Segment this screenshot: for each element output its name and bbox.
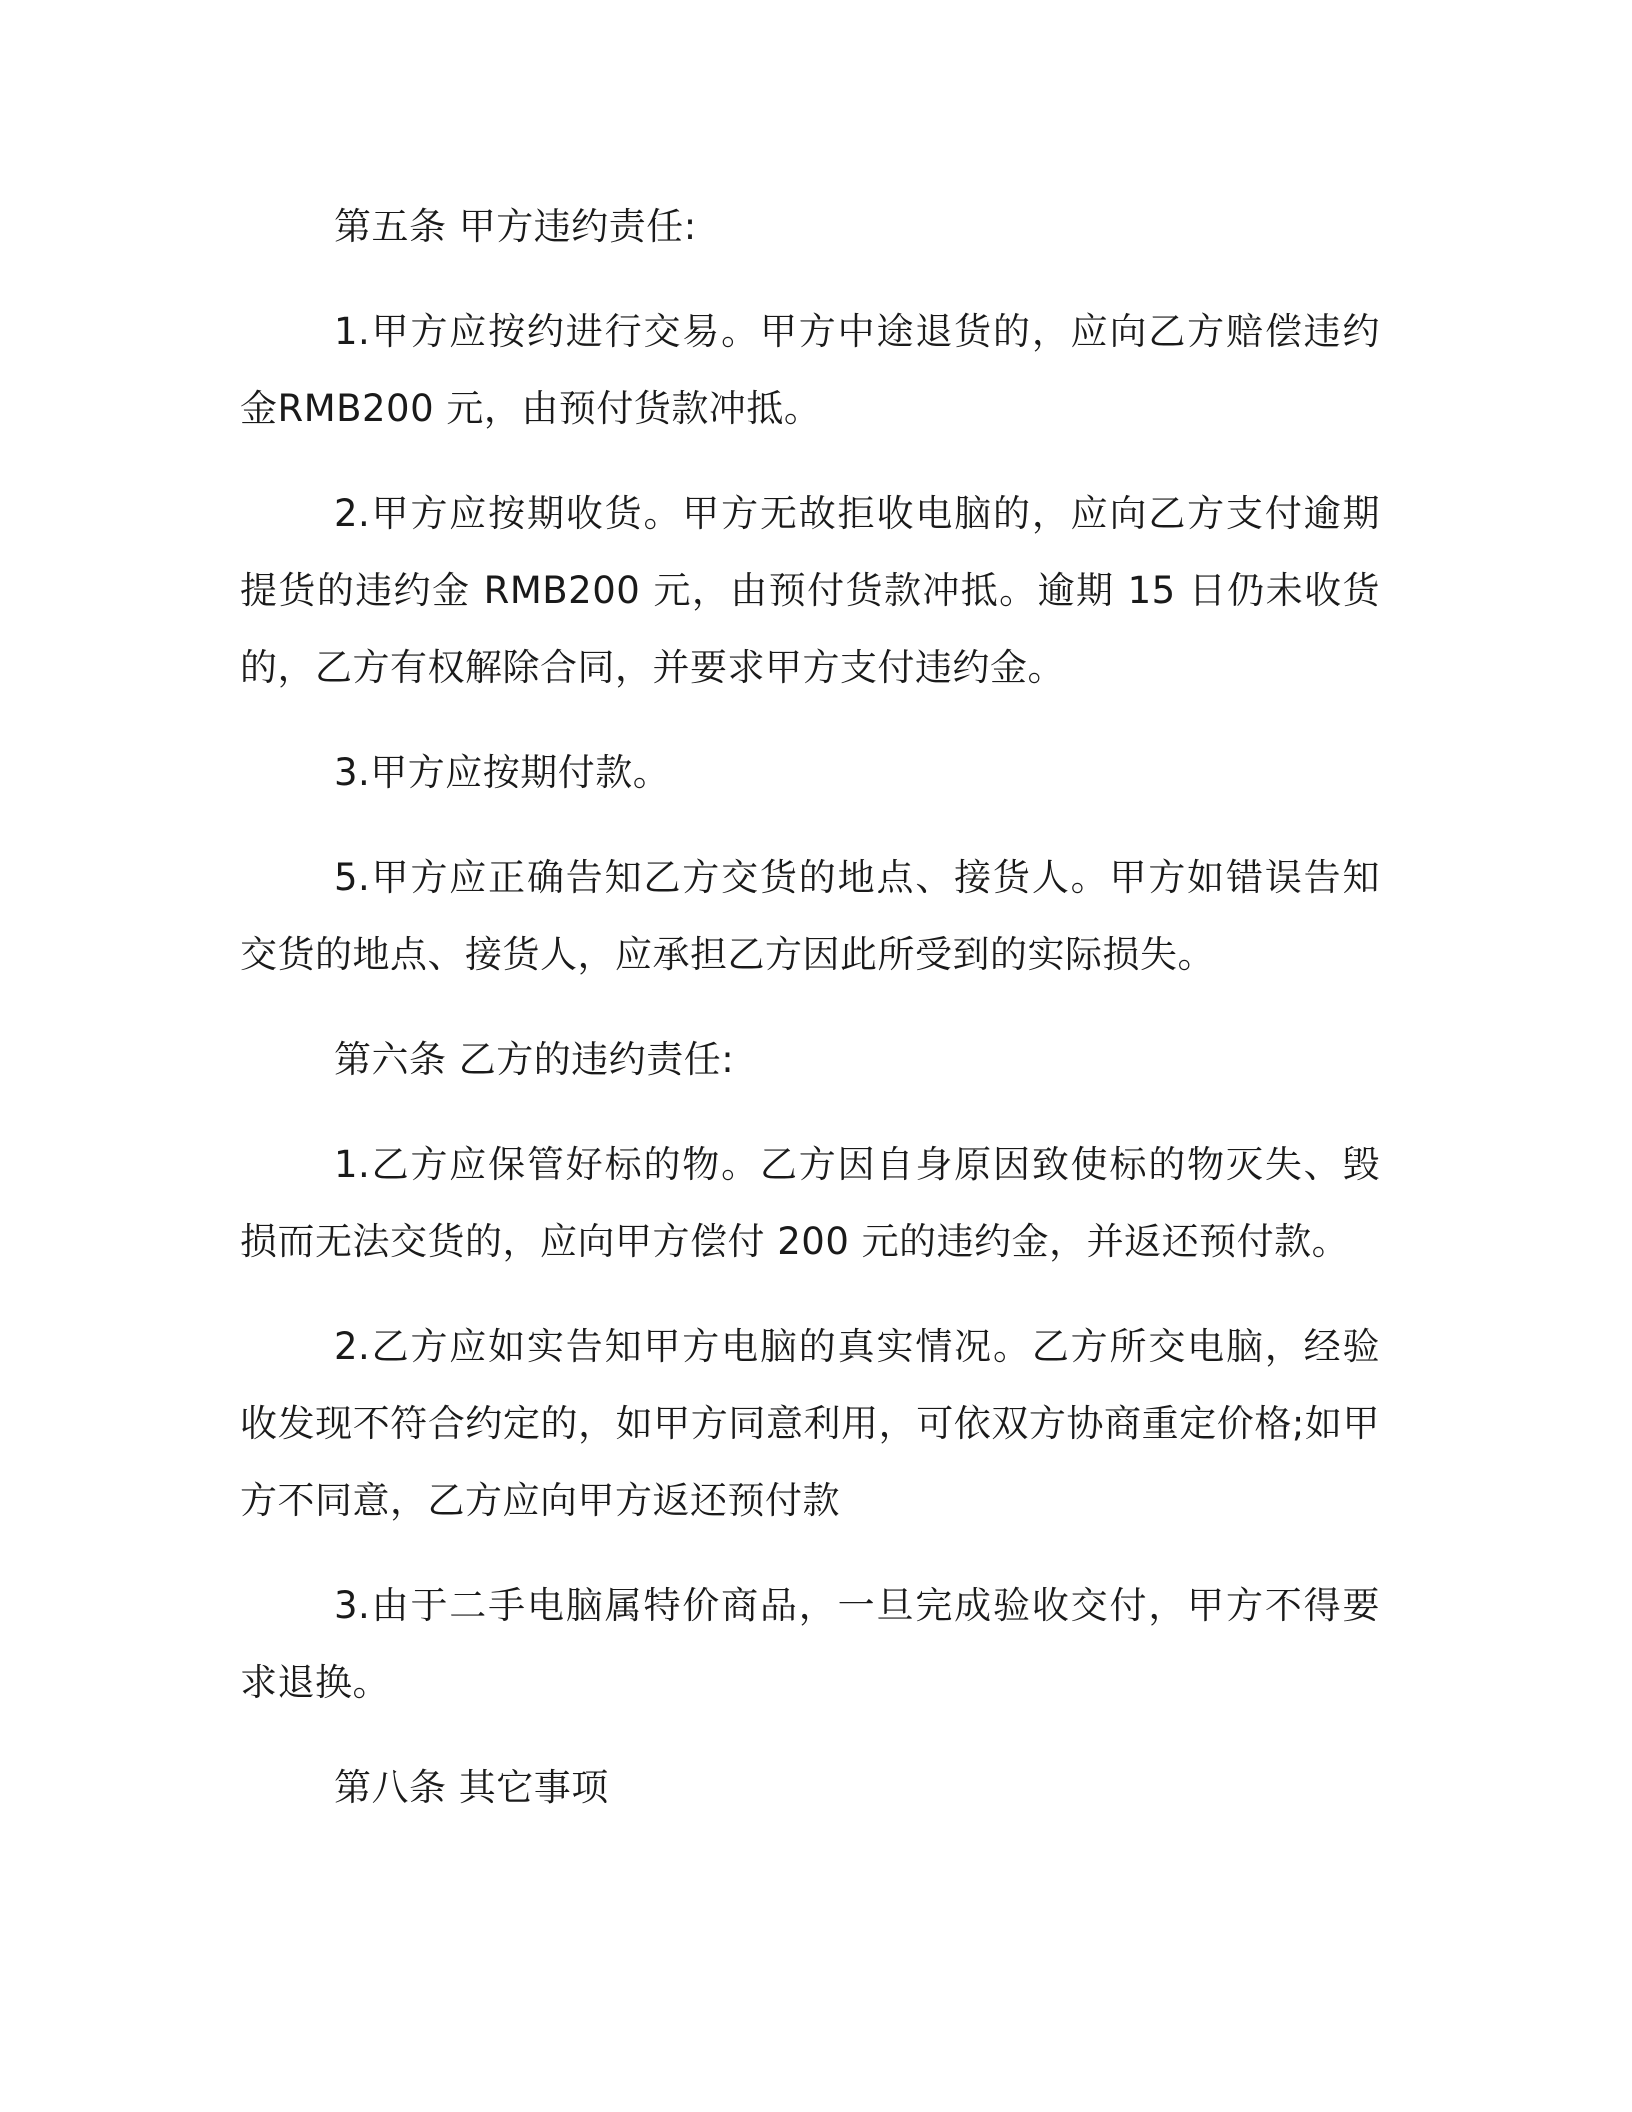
article-6-clause-1: 1.乙方应保管好标的物。乙方因自身原因致使标的物灭失、毁损而无法交货的，应向甲方偿付 200 元的违约金，并返还预付款。 [240, 1143, 1380, 1263]
article-6-heading: 第六条 乙方的违约责任: [334, 1038, 735, 1081]
document-body [240, 188, 1380, 1854]
article-6-clause-2: 2.乙方应如实告知甲方电脑的真实情况。乙方所交电脑，经验收发现不符合约定的，如甲方同意利用，可依双方协商重定价格;如甲方不同意，乙方应向甲方返还预付款 [240, 1325, 1380, 1522]
article-8-heading: 第八条 其它事项 [334, 1766, 609, 1809]
article-5-clause-3: 3.甲方应按期付款。 [334, 751, 671, 794]
article-5-clause-5: 5.甲方应正确告知乙方交货的地点、接货人。甲方如错误告知交货的地点、接货人，应承担乙方因此所受到的实际损失。 [240, 856, 1380, 976]
article-5-clause-1: 1.甲方应按约进行交易。甲方中途退货的，应向乙方赔偿违约金RMB200 元，由预付货款冲抵。 [240, 310, 1380, 430]
article-5-heading: 第五条 甲方违约责任: [334, 205, 697, 248]
article-5-clause-2: 2.甲方应按期收货。甲方无故拒收电脑的，应向乙方支付逾期提货的违约金 RMB200 元，由预付货款冲抵。逾期 15 日仍未收货的，乙方有权解除合同，并要求甲方支付违约金。 [240, 492, 1380, 689]
article-6-clause-3: 3.由于二手电脑属特价商品，一旦完成验收交付，甲方不得要求退换。 [240, 1584, 1380, 1704]
